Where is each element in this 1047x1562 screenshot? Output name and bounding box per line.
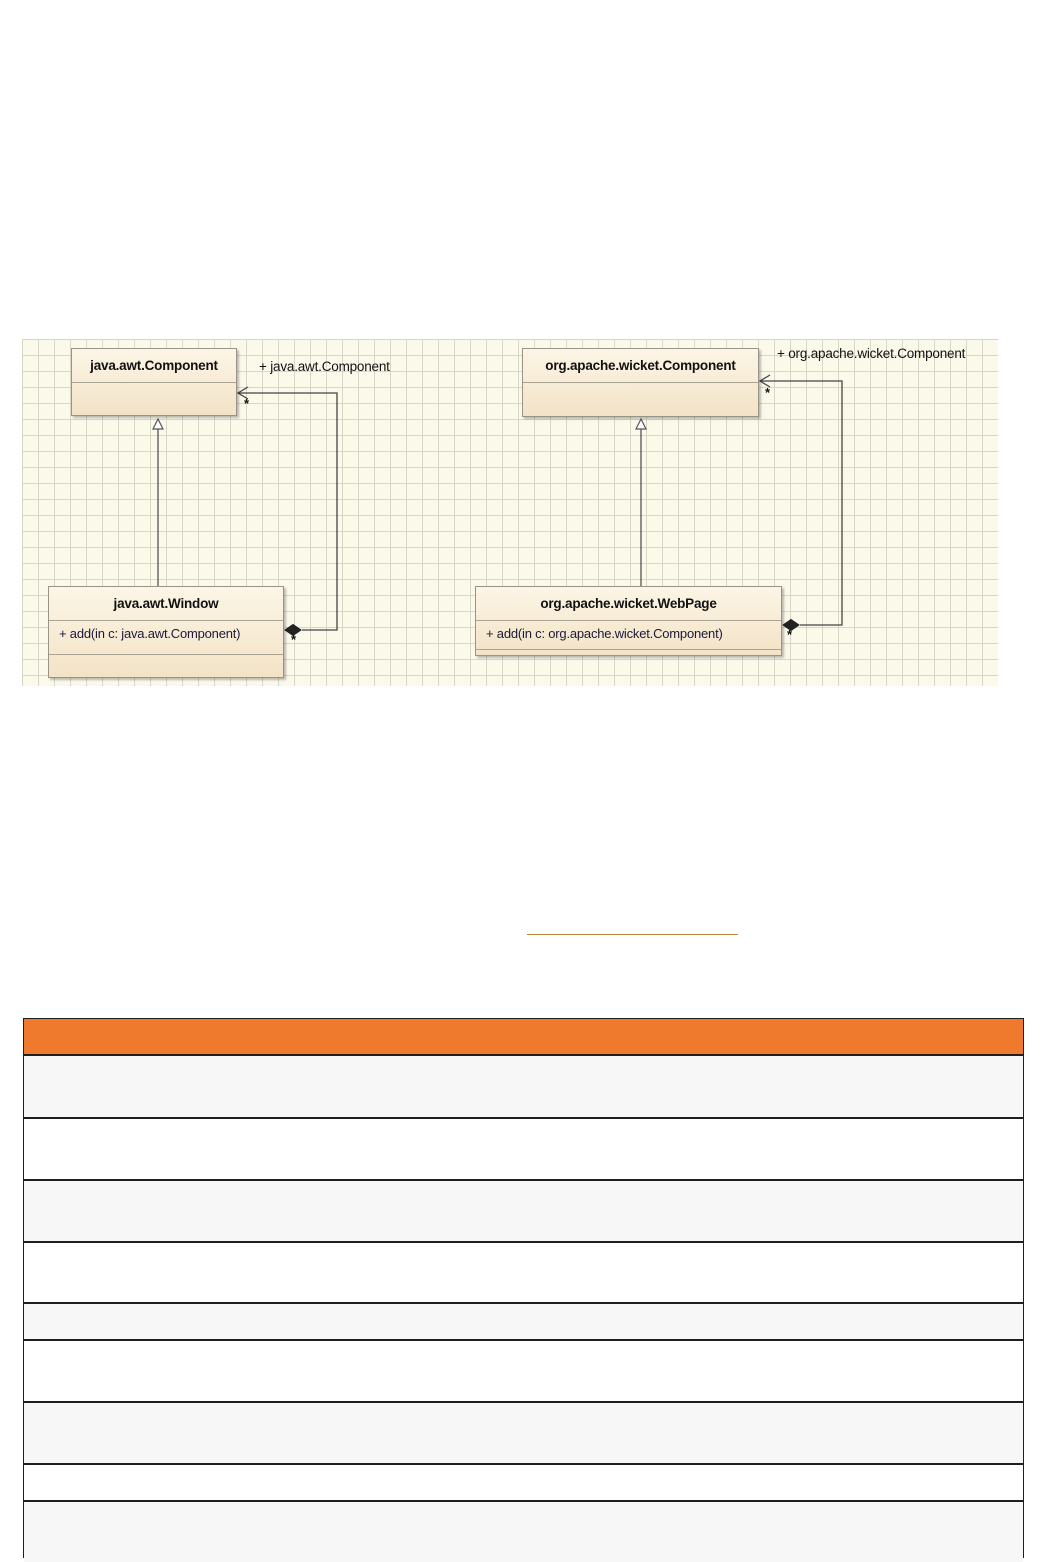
table-row <box>24 1056 1023 1119</box>
class-org-apache-wicket-component[interactable] <box>522 348 759 417</box>
association-role-label: + org.apache.wicket.Component <box>777 346 966 361</box>
table-row <box>24 1465 1023 1502</box>
left-generalization-arrowhead <box>153 419 163 429</box>
class-name: org.apache.wicket.Component <box>545 358 736 373</box>
table-row <box>24 1119 1023 1181</box>
target-multiplicity: * <box>765 385 771 400</box>
class-java-awt-window[interactable] <box>48 586 284 678</box>
uml-class-diagram <box>22 339 998 686</box>
table-row <box>24 1304 1023 1341</box>
right-generalization-arrowhead <box>636 419 646 429</box>
target-multiplicity: * <box>244 396 250 411</box>
table-header-row <box>24 1019 1023 1056</box>
table-row <box>24 1181 1023 1243</box>
association-role-label: + java.awt.Component <box>259 359 390 374</box>
table-row <box>24 1502 1023 1562</box>
table-row <box>24 1243 1023 1304</box>
compartment-divider <box>523 382 758 383</box>
class-operation: + add(in c: java.awt.Component) <box>59 626 241 641</box>
hyperlink-underline[interactable] <box>527 934 738 935</box>
class-name: java.awt.Window <box>113 596 219 611</box>
source-multiplicity: * <box>787 627 793 642</box>
table-row <box>24 1341 1023 1403</box>
compartment-divider <box>49 654 283 655</box>
data-table <box>23 1018 1024 1558</box>
compartment-divider <box>72 382 236 383</box>
class-name: org.apache.wicket.WebPage <box>540 596 717 611</box>
class-name: java.awt.Component <box>90 358 218 373</box>
class-operation: + add(in c: org.apache.wicket.Component) <box>486 626 723 641</box>
class-org-apache-wicket-webpage[interactable] <box>475 586 782 656</box>
source-multiplicity: * <box>291 632 297 647</box>
compartment-divider <box>476 649 781 650</box>
table-row <box>24 1403 1023 1465</box>
class-java-awt-component[interactable] <box>71 348 237 416</box>
